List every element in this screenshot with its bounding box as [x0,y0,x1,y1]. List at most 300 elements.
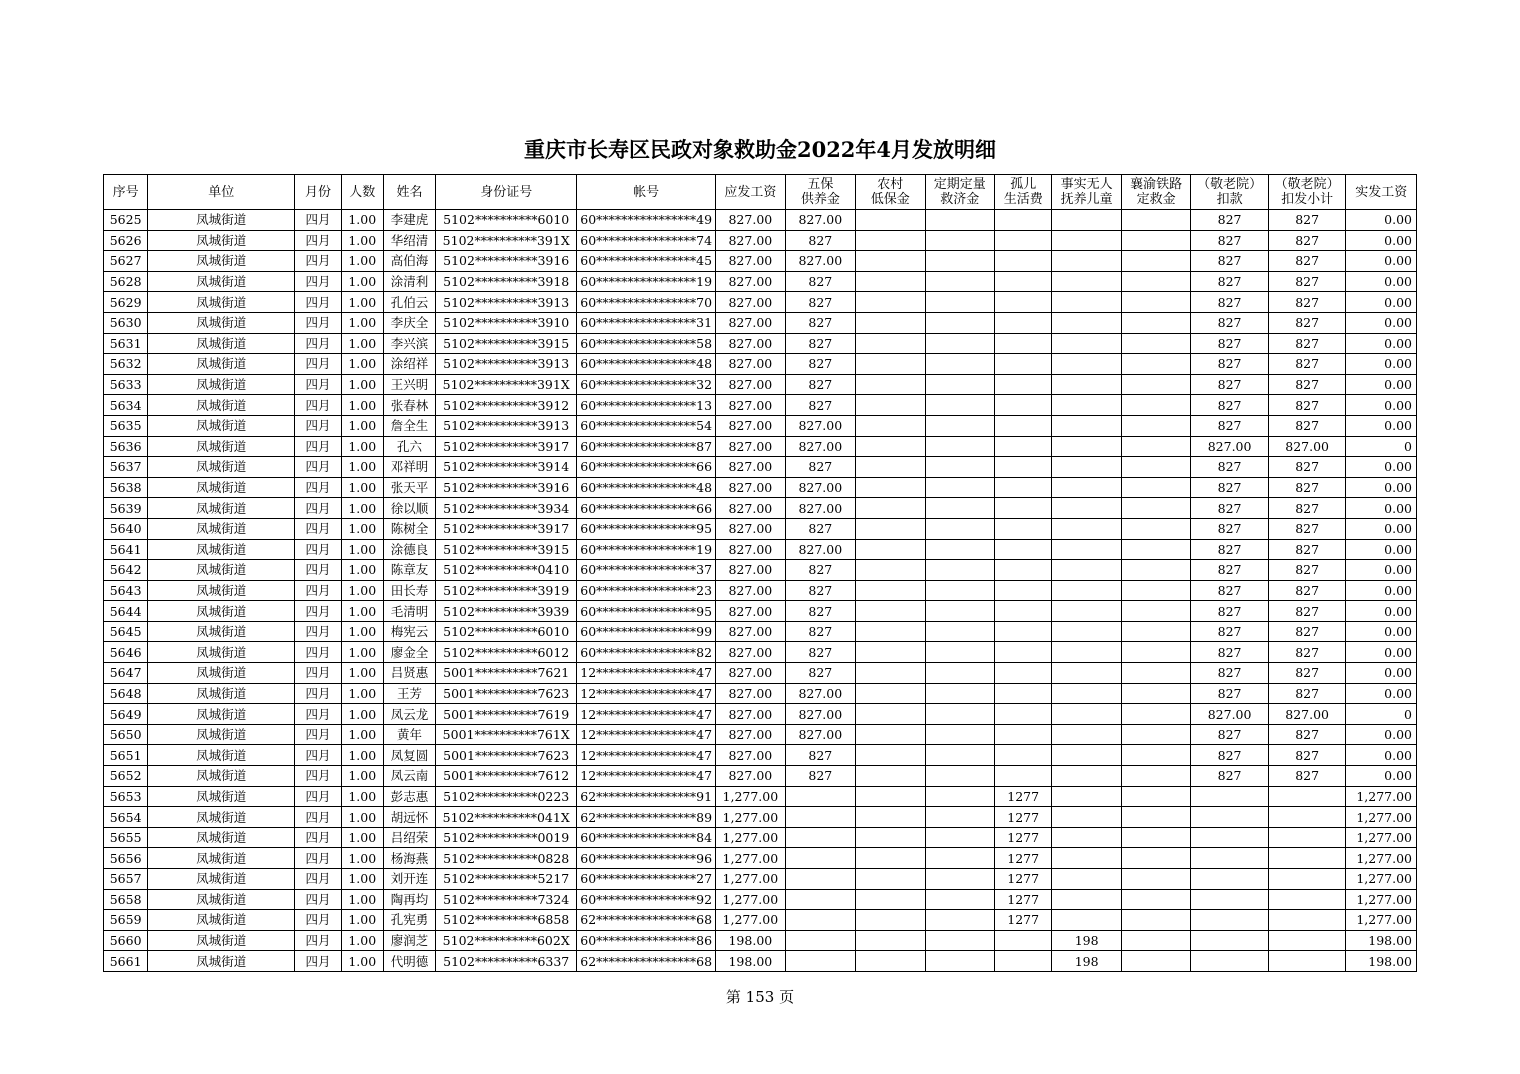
col-net-pay-cell: 0.00 [1346,518,1417,539]
col-rural-subsistence-cell [856,271,925,292]
col-serial-cell: 5637 [104,457,148,478]
col-nursing-deduction-cell: 827 [1191,354,1269,375]
col-nursing-deduction-cell: 827 [1191,271,1269,292]
col-month-cell: 四月 [295,395,341,416]
col-net-pay-cell: 1,277.00 [1346,848,1417,869]
col-name-cell: 李庆全 [383,312,435,333]
col-month-cell: 四月 [295,601,341,622]
col-nursing-deduction-cell: 827 [1191,766,1269,787]
col-nursing-deduction-cell: 827 [1191,374,1269,395]
col-orphan-living-cell [995,560,1052,581]
col-unsupported-children-cell [1052,910,1121,931]
col-xiangyu-railway-cell [1121,766,1190,787]
col-five-guarantee-cell: 827.00 [785,724,855,745]
table-row [104,869,1417,890]
col-serial-cell: 5626 [104,230,148,251]
table-row [104,621,1417,642]
col-orphan-living-cell [995,251,1052,272]
col-nursing-deduction-cell: 827 [1191,642,1269,663]
col-account-cell: 12****************47 [577,724,716,745]
col-five-guarantee-cell: 827 [785,292,855,313]
col-rural-subsistence-cell [856,683,925,704]
col-nursing-deduction-cell: 827 [1191,724,1269,745]
col-net-pay-cell: 0.00 [1346,374,1417,395]
col-serial-cell: 5660 [104,930,148,951]
col-xiangyu-railway-cell [1121,374,1190,395]
col-id-number-cell: 5001**********7619 [436,704,577,725]
col-account-cell: 60****************48 [577,477,716,498]
col-unit-cell: 凤城街道 [148,312,295,333]
col-id-number-cell: 5102**********3915 [436,539,577,560]
table-row [104,333,1417,354]
col-five-guarantee-cell: 827 [785,745,855,766]
col-net-pay-cell: 0.00 [1346,210,1417,231]
col-unsupported-children-cell [1052,683,1121,704]
table-row [104,683,1417,704]
col-nursing-deduction-header [1191,175,1269,210]
col-unit-cell: 凤城街道 [148,271,295,292]
col-five-guarantee-header [785,175,855,210]
col-nursing-deduction-cell: 827 [1191,333,1269,354]
col-unit-header: 单位 [148,175,295,210]
col-orphan-living-cell [995,601,1052,622]
document-title: 重庆市长寿区民政对象救助金2022年4月发放明细 [523,137,997,162]
col-account-cell: 60****************27 [577,869,716,890]
col-net-pay-cell: 0.00 [1346,601,1417,622]
col-name-cell: 梅宪云 [383,621,435,642]
col-orphan-living-cell [995,354,1052,375]
col-nursing-subtotal-cell: 827 [1268,745,1346,766]
col-id-number-cell: 5102**********041X [436,807,577,828]
col-fixed-relief-cell [925,663,994,684]
col-account-cell: 60****************19 [577,539,716,560]
col-nursing-deduction-cell [1191,786,1269,807]
col-id-number-cell: 5102**********3914 [436,457,577,478]
col-month-cell: 四月 [295,786,341,807]
col-orphan-living-cell [995,333,1052,354]
col-name-cell: 张春林 [383,395,435,416]
col-five-guarantee-cell: 827 [785,601,855,622]
col-unit-cell: 凤城街道 [148,374,295,395]
col-gross-pay-cell: 827.00 [716,354,785,375]
col-gross-pay-cell: 827.00 [716,210,785,231]
col-month-cell: 四月 [295,374,341,395]
col-unit-cell: 凤城街道 [148,910,295,931]
col-fixed-relief-cell [925,333,994,354]
col-month-cell: 四月 [295,518,341,539]
col-unit-cell: 凤城街道 [148,436,295,457]
col-five-guarantee-cell: 827 [785,621,855,642]
col-unsupported-children-cell [1052,869,1121,890]
table-row [104,848,1417,869]
col-five-guarantee-cell: 827.00 [785,539,855,560]
col-orphan-living-cell [995,663,1052,684]
col-account-cell: 12****************47 [577,683,716,704]
col-gross-pay-cell: 827.00 [716,230,785,251]
col-orphan-living-cell [995,230,1052,251]
col-month-cell: 四月 [295,436,341,457]
col-rural-subsistence-cell [856,580,925,601]
col-month-cell: 四月 [295,230,341,251]
col-unsupported-children-cell [1052,827,1121,848]
header-line: 孤儿 [1010,177,1037,192]
col-nursing-deduction-cell: 827 [1191,230,1269,251]
col-unsupported-children-cell [1052,395,1121,416]
col-orphan-living-cell [995,374,1052,395]
col-id-number-cell: 5102**********3915 [436,333,577,354]
col-serial-cell: 5655 [104,827,148,848]
col-account-cell: 60****************48 [577,354,716,375]
col-account-cell: 62****************68 [577,951,716,972]
col-net-pay-cell: 0.00 [1346,724,1417,745]
col-account-cell: 60****************66 [577,457,716,478]
col-fixed-relief-cell [925,580,994,601]
col-count-cell: 1.00 [341,869,383,890]
col-orphan-living-cell [995,457,1052,478]
col-five-guarantee-cell: 827 [785,663,855,684]
col-xiangyu-railway-cell [1121,642,1190,663]
col-orphan-living-cell: 1277 [995,786,1052,807]
col-rural-subsistence-cell [856,415,925,436]
col-nursing-subtotal-cell: 827.00 [1268,436,1346,457]
col-gross-pay-cell: 827.00 [716,518,785,539]
col-net-pay-cell: 0.00 [1346,560,1417,581]
col-gross-pay-cell: 827.00 [716,766,785,787]
col-rural-subsistence-cell [856,766,925,787]
col-id-number-cell: 5102**********0019 [436,827,577,848]
col-nursing-deduction-cell: 827 [1191,683,1269,704]
col-serial-cell: 5630 [104,312,148,333]
col-month-cell: 四月 [295,415,341,436]
col-xiangyu-railway-cell [1121,312,1190,333]
col-five-guarantee-cell: 827 [785,766,855,787]
col-net-pay-cell: 0.00 [1346,230,1417,251]
col-net-pay-cell: 0.00 [1346,271,1417,292]
col-count-cell: 1.00 [341,333,383,354]
table-row [104,745,1417,766]
col-unsupported-children-cell [1052,704,1121,725]
col-month-cell: 四月 [295,910,341,931]
col-fixed-relief-cell [925,704,994,725]
col-count-cell: 1.00 [341,415,383,436]
col-unsupported-children-cell [1052,766,1121,787]
col-nursing-subtotal-cell [1268,930,1346,951]
col-orphan-living-cell [995,395,1052,416]
col-count-cell: 1.00 [341,848,383,869]
col-net-pay-cell: 0.00 [1346,580,1417,601]
col-account-header: 帐号 [577,175,716,210]
col-rural-subsistence-cell [856,827,925,848]
col-month-cell: 四月 [295,848,341,869]
col-serial-cell: 5641 [104,539,148,560]
col-serial-cell: 5639 [104,498,148,519]
col-rural-subsistence-cell [856,786,925,807]
col-net-pay-cell: 1,277.00 [1346,889,1417,910]
col-count-cell: 1.00 [341,457,383,478]
col-unsupported-children-cell [1052,518,1121,539]
col-name-cell: 王芳 [383,683,435,704]
col-month-cell: 四月 [295,354,341,375]
col-unit-cell: 凤城街道 [148,930,295,951]
col-unsupported-children-cell [1052,807,1121,828]
col-serial-cell: 5636 [104,436,148,457]
col-orphan-living-cell [995,312,1052,333]
col-fixed-relief-cell [925,724,994,745]
col-count-cell: 1.00 [341,724,383,745]
col-net-pay-cell: 1,277.00 [1346,807,1417,828]
col-id-number-cell: 5102**********6337 [436,951,577,972]
col-nursing-subtotal-cell: 827 [1268,312,1346,333]
col-nursing-subtotal-cell: 827 [1268,560,1346,581]
col-five-guarantee-cell: 827 [785,560,855,581]
col-id-number-cell: 5001**********7612 [436,766,577,787]
col-rural-subsistence-cell [856,539,925,560]
col-nursing-subtotal-header [1268,175,1346,210]
col-id-number-cell: 5001**********7623 [436,683,577,704]
col-fixed-relief-cell [925,910,994,931]
col-month-cell: 四月 [295,827,341,848]
col-nursing-deduction-cell [1191,869,1269,890]
col-unsupported-children-cell [1052,498,1121,519]
col-gross-pay-cell: 1,277.00 [716,869,785,890]
col-fixed-relief-cell [925,786,994,807]
col-unsupported-children-cell [1052,415,1121,436]
col-xiangyu-railway-cell [1121,333,1190,354]
col-month-cell: 四月 [295,930,341,951]
col-gross-pay-cell: 827.00 [716,745,785,766]
col-name-cell: 凤云龙 [383,704,435,725]
col-rural-subsistence-cell [856,333,925,354]
col-xiangyu-railway-header [1121,175,1190,210]
col-unit-cell: 凤城街道 [148,683,295,704]
col-nursing-deduction-cell: 827 [1191,560,1269,581]
col-unit-cell: 凤城街道 [148,210,295,231]
col-orphan-living-cell: 1277 [995,910,1052,931]
col-serial-cell: 5645 [104,621,148,642]
col-net-pay-cell: 0.00 [1346,251,1417,272]
col-month-cell: 四月 [295,292,341,313]
col-name-cell: 廖金全 [383,642,435,663]
col-id-number-cell: 5102**********3917 [436,518,577,539]
col-five-guarantee-cell [785,848,855,869]
col-serial-cell: 5627 [104,251,148,272]
col-five-guarantee-cell: 827 [785,395,855,416]
col-serial-cell: 5634 [104,395,148,416]
header-line: （敬老院） [1197,177,1263,192]
table-row [104,436,1417,457]
col-id-number-cell: 5102**********391X [436,230,577,251]
col-unsupported-children-cell [1052,848,1121,869]
col-month-cell: 四月 [295,621,341,642]
col-id-number-cell: 5102**********3910 [436,312,577,333]
col-nursing-deduction-cell: 827 [1191,457,1269,478]
col-gross-pay-cell: 827.00 [716,539,785,560]
col-id-number-cell: 5102**********3939 [436,601,577,622]
col-nursing-subtotal-cell: 827 [1268,580,1346,601]
col-nursing-subtotal-cell: 827 [1268,477,1346,498]
col-fixed-relief-cell [925,683,994,704]
col-five-guarantee-cell: 827.00 [785,436,855,457]
col-rural-subsistence-header [856,175,925,210]
col-rural-subsistence-cell [856,621,925,642]
table-row [104,292,1417,313]
col-rural-subsistence-cell [856,251,925,272]
col-month-cell: 四月 [295,869,341,890]
table-body [104,210,1417,972]
col-unit-cell: 凤城街道 [148,766,295,787]
col-name-cell: 黄年 [383,724,435,745]
col-unsupported-children-cell [1052,271,1121,292]
col-rural-subsistence-cell [856,230,925,251]
col-fixed-relief-cell [925,395,994,416]
col-orphan-living-cell [995,704,1052,725]
col-unit-cell: 凤城街道 [148,601,295,622]
table-row [104,930,1417,951]
col-gross-pay-cell: 827.00 [716,395,785,416]
col-unsupported-children-cell [1052,621,1121,642]
col-nursing-deduction-cell [1191,827,1269,848]
col-fixed-relief-cell [925,848,994,869]
col-net-pay-cell: 1,277.00 [1346,869,1417,890]
col-gross-pay-cell: 827.00 [716,271,785,292]
col-unit-cell: 凤城街道 [148,786,295,807]
col-nursing-subtotal-cell: 827 [1268,621,1346,642]
col-id-number-cell: 5102**********3913 [436,292,577,313]
table-row [104,827,1417,848]
col-five-guarantee-cell: 827.00 [785,498,855,519]
col-orphan-living-cell: 1277 [995,869,1052,890]
table-row [104,498,1417,519]
col-fixed-relief-cell [925,930,994,951]
col-id-number-cell: 5102**********3916 [436,251,577,272]
col-xiangyu-railway-cell [1121,704,1190,725]
col-month-cell: 四月 [295,560,341,581]
col-name-cell: 杨海燕 [383,848,435,869]
col-net-pay-cell: 0.00 [1346,333,1417,354]
col-five-guarantee-cell [785,930,855,951]
col-rural-subsistence-cell [856,374,925,395]
col-fixed-relief-cell [925,436,994,457]
col-xiangyu-railway-cell [1121,436,1190,457]
col-serial-cell: 5646 [104,642,148,663]
col-net-pay-cell: 0.00 [1346,395,1417,416]
table-row [104,889,1417,910]
col-rural-subsistence-cell [856,642,925,663]
col-orphan-living-cell [995,951,1052,972]
col-month-cell: 四月 [295,477,341,498]
col-unsupported-children-cell [1052,230,1121,251]
col-month-cell: 四月 [295,312,341,333]
col-id-number-cell: 5102**********3913 [436,354,577,375]
col-serial-cell: 5628 [104,271,148,292]
col-unit-cell: 凤城街道 [148,477,295,498]
col-nursing-subtotal-cell: 827 [1268,457,1346,478]
col-net-pay-cell: 0.00 [1346,621,1417,642]
col-count-cell: 1.00 [341,436,383,457]
col-xiangyu-railway-cell [1121,518,1190,539]
col-serial-cell: 5652 [104,766,148,787]
col-orphan-living-cell [995,292,1052,313]
col-net-pay-cell: 0.00 [1346,457,1417,478]
col-serial-cell: 5644 [104,601,148,622]
col-net-pay-cell: 0.00 [1346,415,1417,436]
col-orphan-living-cell [995,539,1052,560]
col-count-cell: 1.00 [341,312,383,333]
col-nursing-deduction-cell: 827.00 [1191,704,1269,725]
col-nursing-deduction-cell [1191,848,1269,869]
col-account-cell: 60****************19 [577,271,716,292]
col-gross-pay-cell: 827.00 [716,642,785,663]
col-serial-cell: 5633 [104,374,148,395]
col-nursing-subtotal-cell [1268,807,1346,828]
col-rural-subsistence-cell [856,210,925,231]
col-serial-cell: 5643 [104,580,148,601]
col-unsupported-children-cell [1052,724,1121,745]
col-unsupported-children-cell [1052,210,1121,231]
table-row [104,724,1417,745]
col-gross-pay-cell: 827.00 [716,498,785,519]
table-row [104,312,1417,333]
table-row [104,663,1417,684]
header-line: 抚养儿童 [1060,192,1113,207]
col-nursing-subtotal-cell: 827 [1268,663,1346,684]
col-nursing-subtotal-cell: 827 [1268,354,1346,375]
col-rural-subsistence-cell [856,869,925,890]
col-month-cell: 四月 [295,724,341,745]
col-unit-cell: 凤城街道 [148,560,295,581]
col-rural-subsistence-cell [856,560,925,581]
col-unit-cell: 凤城街道 [148,415,295,436]
col-count-cell: 1.00 [341,395,383,416]
col-account-cell: 60****************86 [577,930,716,951]
col-account-cell: 62****************89 [577,807,716,828]
col-xiangyu-railway-cell [1121,869,1190,890]
col-gross-pay-cell: 1,277.00 [716,807,785,828]
table-row [104,230,1417,251]
col-nursing-subtotal-cell: 827 [1268,333,1346,354]
col-id-number-cell: 5102**********0223 [436,786,577,807]
col-fixed-relief-cell [925,292,994,313]
col-orphan-living-cell: 1277 [995,848,1052,869]
col-account-cell: 60****************32 [577,374,716,395]
col-gross-pay-cell: 827.00 [716,292,785,313]
col-gross-pay-cell: 827.00 [716,374,785,395]
col-account-cell: 60****************31 [577,312,716,333]
col-id-number-cell: 5102**********5217 [436,869,577,890]
col-xiangyu-railway-cell [1121,683,1190,704]
col-unsupported-children-cell [1052,292,1121,313]
col-orphan-living-cell [995,415,1052,436]
col-unit-cell: 凤城街道 [148,457,295,478]
col-five-guarantee-cell: 827.00 [785,251,855,272]
col-count-cell: 1.00 [341,230,383,251]
col-month-cell: 四月 [295,210,341,231]
col-net-pay-cell: 0.00 [1346,745,1417,766]
col-unit-cell: 凤城街道 [148,539,295,560]
col-count-cell: 1.00 [341,251,383,272]
col-month-cell: 四月 [295,807,341,828]
col-gross-pay-cell: 827.00 [716,724,785,745]
col-name-cell: 彭志惠 [383,786,435,807]
col-id-number-cell: 5102**********6010 [436,210,577,231]
col-net-pay-cell: 0.00 [1346,539,1417,560]
col-nursing-subtotal-cell [1268,786,1346,807]
col-count-cell: 1.00 [341,745,383,766]
col-unsupported-children-cell [1052,745,1121,766]
col-net-pay-cell: 198.00 [1346,930,1417,951]
table-row [104,951,1417,972]
col-five-guarantee-cell: 827 [785,312,855,333]
